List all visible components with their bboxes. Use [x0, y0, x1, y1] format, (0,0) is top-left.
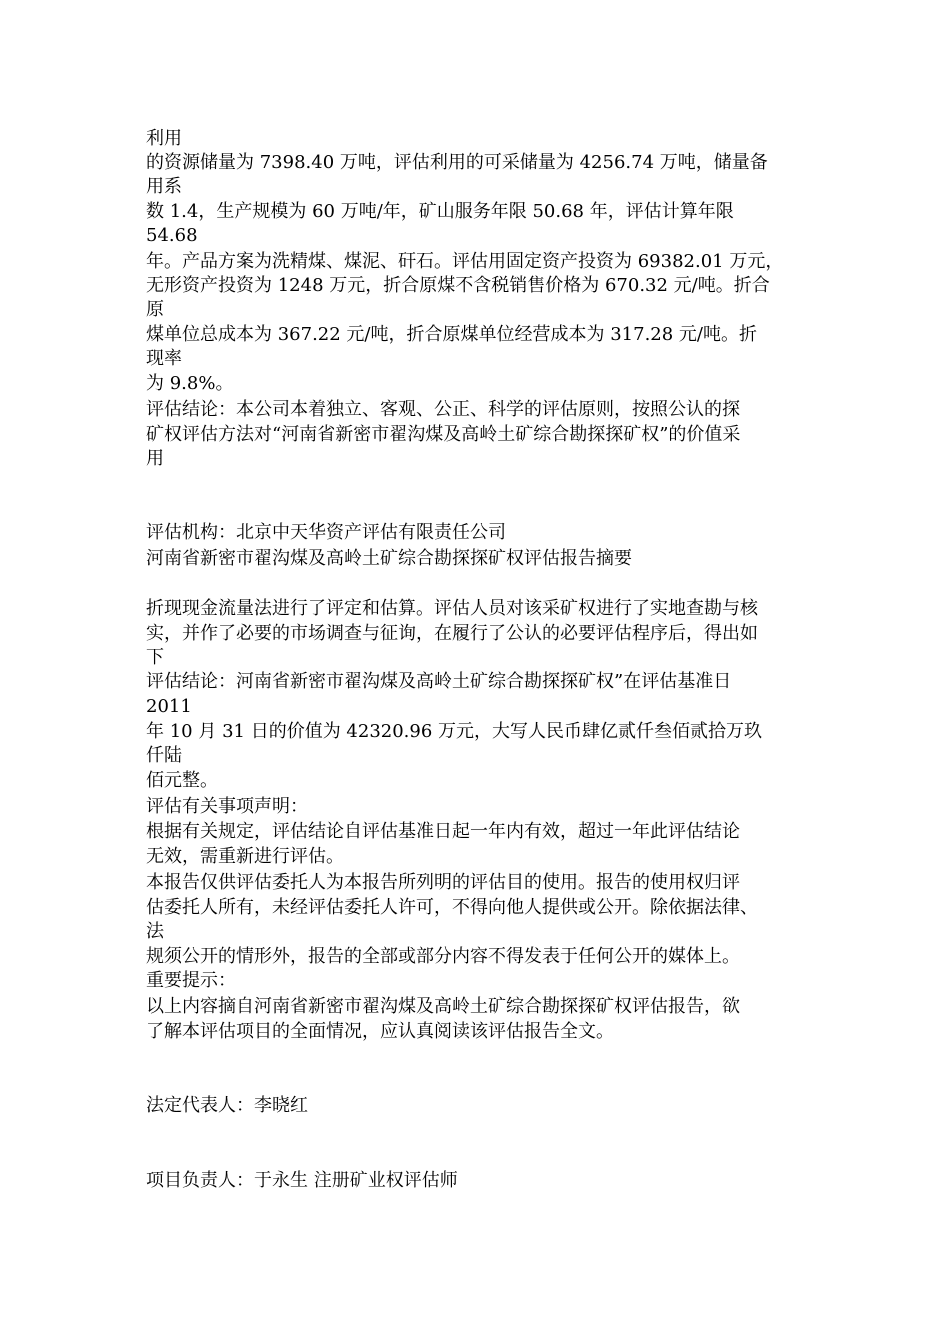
text-line: 的资源储量为 7398.40 万吨，评估利用的可采储量为 4256.74 万吨，储量备	[146, 152, 768, 173]
text-line: 重要提示：	[146, 970, 236, 991]
text-line: 本报告仅供评估委托人为本报告所列明的评估目的使用。报告的使用权归评	[146, 872, 740, 893]
text-line: 了解本评估项目的全面情况，应认真阅读该评估报告全文。	[146, 1021, 614, 1042]
text-line: 以上内容摘自河南省新密市翟沟煤及高岭土矿综合勘探探矿权评估报告，欲	[146, 996, 740, 1017]
text-line: 河南省新密市翟沟煤及高岭土矿综合勘探探矿权评估报告摘要	[146, 548, 632, 569]
text-line: 2011	[146, 696, 192, 717]
text-line: 年。产品方案为洗精煤、煤泥、矸石。评估用固定资产投资为 69382.01 万元，	[146, 251, 784, 272]
text-line: 无形资产投资为 1248 万元，折合原煤不含税销售价格为 670.32 元/吨。折合	[146, 275, 770, 296]
text-line: 评估结论：河南省新密市翟沟煤及高岭土矿综合勘探探矿权”在评估基准日	[146, 671, 732, 692]
text-line: 用系	[146, 176, 182, 197]
text-line: 煤单位总成本为 367.22 元/吨，折合原煤单位经营成本为 317.28 元/吨。折	[146, 324, 757, 345]
text-line: 用	[146, 448, 164, 469]
text-line: 评估结论：本公司本着独立、客观、公正、科学的评估原则，按照公认的探	[146, 399, 740, 420]
text-line: 矿权评估方法对“河南省新密市翟沟煤及高岭土矿综合勘探探矿权”的价值采	[146, 424, 741, 445]
text-line: 现率	[146, 348, 182, 369]
text-line: 折现现金流量法进行了评定和估算。评估人员对该采矿权进行了实地查勘与核	[146, 598, 758, 619]
project-leader: 项目负责人：于永生 注册矿业权评估师	[146, 1170, 458, 1191]
text-line: 评估有关事项声明：	[146, 796, 308, 817]
text-line: 为 9.8%。	[146, 373, 234, 394]
text-line: 54.68	[146, 225, 198, 246]
legal-representative: 法定代表人：李晓红	[146, 1095, 308, 1116]
text-line: 无效，需重新进行评估。	[146, 846, 344, 867]
text-line: 原	[146, 299, 164, 320]
text-line: 利用	[146, 128, 182, 149]
text-line: 佰元整。	[146, 770, 218, 791]
text-line: 年 10 月 31 日的价值为 42320.96 万元，大写人民币肆亿贰仟叁佰贰拾万玖	[146, 721, 763, 742]
text-line: 法	[146, 921, 164, 942]
text-line: 根据有关规定，评估结论自评估基准日起一年内有效，超过一年此评估结论	[146, 821, 740, 842]
text-line: 下	[146, 647, 164, 668]
text-line: 估委托人所有，未经评估委托人许可，不得向他人提供或公开。除依据法律、	[146, 897, 758, 918]
text-line: 评估机构：北京中天华资产评估有限责任公司	[146, 522, 506, 543]
text-line: 规须公开的情形外，报告的全部或部分内容不得发表于任何公开的媒体上。	[146, 946, 740, 967]
text-line: 实，并作了必要的市场调查与征询，在履行了公认的必要评估程序后，得出如	[146, 623, 758, 644]
text-line: 数 1.4，生产规模为 60 万吨/年，矿山服务年限 50.68 年，评估计算年限	[146, 201, 734, 222]
text-line: 仟陆	[146, 745, 182, 766]
